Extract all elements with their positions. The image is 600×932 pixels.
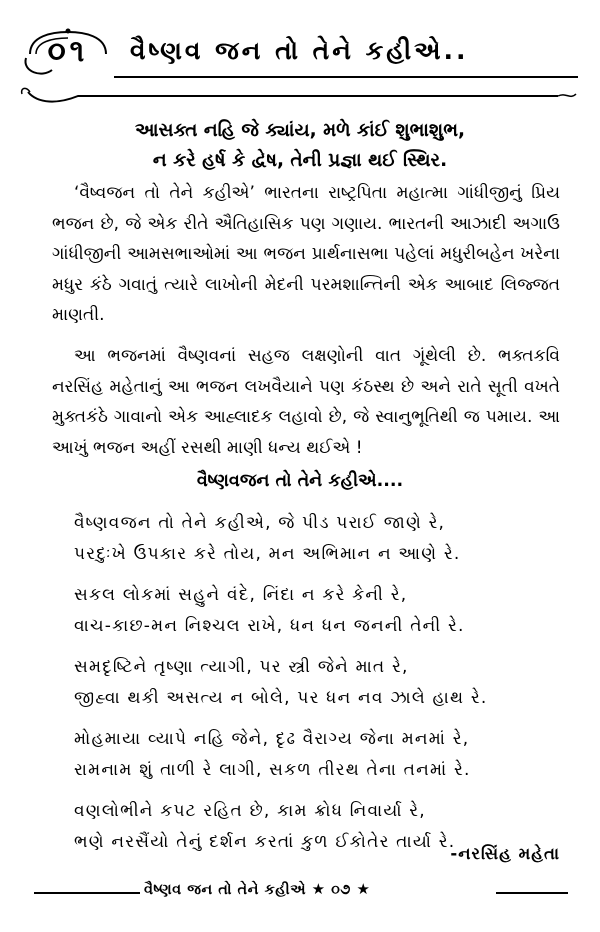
poem-attribution: -નરસિંહ મહેતા: [450, 844, 560, 863]
intro-paragraph: ‘વૈષ્વજન તો તેને કહીએ’ ભારતના રાષ્ટ્રપિતા મહાત્મા ગાંધીજીનું પ્રિય ભજન છે, જે એક રીતે ઐતિહાસિક પણ ગણાય. ભારતની આઝાદી અગાઉ ગાંધીજીની આમસભાઓમાં આ ભજન પ્રાર્થનાસભા પહેલાં મધુરીબહેન ખરેના મધુર કંઠે ગવાતું ત્યારે લાખોની મેદની પરમશાન્તિની એક આબાદ લિજ્જત માણતી.: [52, 183, 560, 325]
epigraph-line: ન કરે હર્ષ કે દ્વેષ, તેની પ્રજ્ઞા થઈ સ્થિર.: [152, 150, 448, 171]
page-footer: [34, 880, 568, 904]
poem-line: રામનામ શું તાળી રે લાગી, સકળ તીરથ તેના તનમાં રે.: [74, 760, 471, 780]
poem-line: મોહમાયા વ્યાપે નહિ જેને, દૃઢ વૈરાગ્ય જેના મનમાં રે,: [74, 729, 470, 749]
poem-line: ભણે નરસૈંયો તેનું દર્શન કરતાં કુળ ઈકોતેર તાર્યા રે.: [74, 832, 456, 852]
poem-line: સકલ લોકમાં સહુને વંદે, નિંદા ન કરે કેની રે,: [74, 585, 408, 605]
poem-line: જીહ્વા થકી અસત્ય ન બોલે, પર ધન નવ ઝાલે હાથ રે.: [74, 688, 488, 708]
header-rule: [114, 76, 578, 78]
epigraph-line: આસક્ત નહિ જે ક્યાંય, મળે કાંઈ શુભાશુભ,: [134, 120, 466, 141]
chapter-number: ૦૧: [47, 34, 89, 69]
poem-stanza: [74, 580, 584, 642]
footer-running-title: વૈષ્ણવ જન તો તેને કહીએ: [144, 882, 306, 898]
poem: [74, 508, 584, 868]
poem-stanza: [74, 652, 584, 714]
chapter-number-badge: [22, 28, 114, 82]
second-paragraph: આ ભજનમાં વૈષ્ણવનાં સહજ લક્ષણોની વાત ગૂંથેલી છે. ભક્તકવિ નરસિંહ મહેતાનું આ ભજન લખવૈયાને પણ કંઠસ્થ છે અને રાતે સૂતી વખતે મુક્તકંઠે ગાવાનો એક આહ્લાદક લહાવો છે, જે સ્વાનુભૂતિથી જ પમાય. આ આખું ભજન અહીં રસથી માણી ધન્ય થઈએ !: [52, 346, 560, 458]
header-flourish-icon: [18, 84, 578, 106]
poem-line: પરદુઃખે ઉપકાર કરે તોય, મન અભિમાન ન આણે રે.: [74, 544, 461, 564]
poem-stanza: [74, 724, 584, 786]
poem-line: વણલોભીને કપટ રહિત છે, કામ ક્રોધ નિવાર્યા રે,: [74, 801, 426, 821]
epigraph: [0, 116, 600, 176]
chapter-header: [18, 22, 578, 106]
star-icon: ★: [356, 880, 371, 898]
star-icon: ★: [311, 880, 326, 898]
poem-heading: વૈષ્ણવજન તો તેને કહીએ....: [196, 471, 404, 491]
poem-line: વાચ-કાછ-મન નિશ્ચલ રાખે, ધન ધન જનની તેની રે.: [74, 616, 465, 636]
poem-line: વૈષ્ણવજન તો તેને કહીએ, જે પીડ પરાઈ જાણે રે,: [74, 513, 446, 533]
footer-rule-left: [34, 892, 140, 894]
poem-stanza: [74, 508, 584, 570]
footer-page-number: ૦૭: [331, 882, 351, 898]
footer-rule-right: [496, 892, 568, 894]
chapter-title: વૈષ્ણવ જન તો તેને કહીએ..: [130, 36, 469, 65]
footer-text: [144, 880, 370, 898]
poem-line: સમદૃષ્ટિને તૃષ્ણા ત્યાગી, પર સ્ત્રી જેને માત રે,: [74, 657, 409, 677]
